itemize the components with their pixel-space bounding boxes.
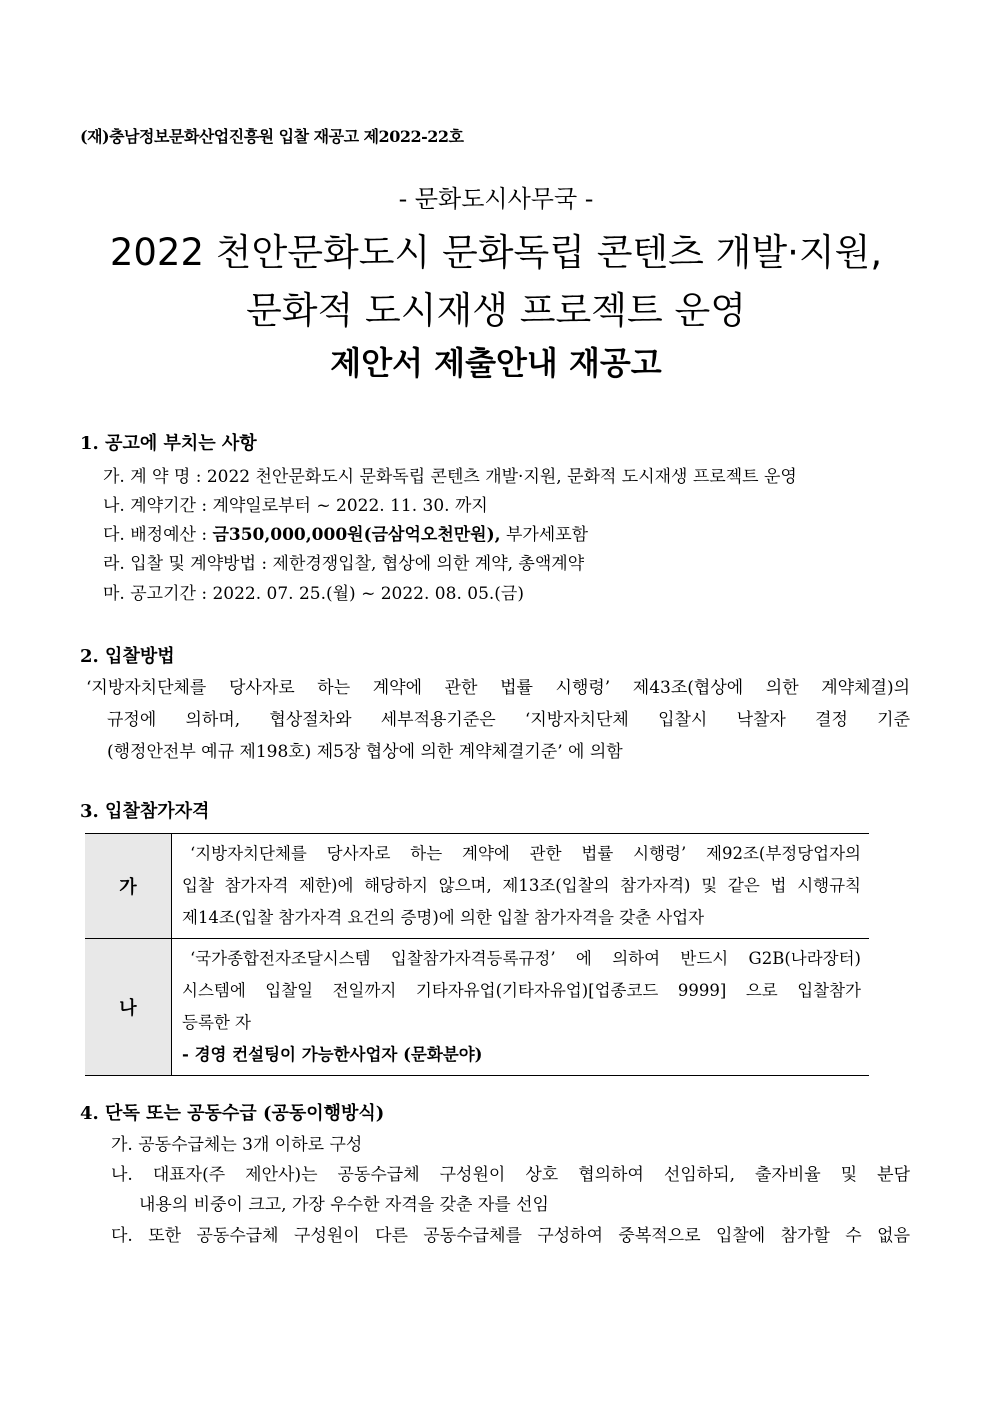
section2-line-1: ‘지방자치단체를 당사자로 하는 계약에 관한 법률 시행령’ 제43조(협상에 의한 계약체결)의: [86, 678, 910, 698]
section1-item-contract-period: 나. 계약기간 : 계약일로부터 ~ 2022. 11. 30. 까지: [103, 496, 488, 516]
title-line-3: 제안서 제출안내 재공고: [330, 344, 662, 382]
section4-line-3: 내용의 비중이 크고, 가장 우수한 자격을 갖춘 자를 선임: [139, 1195, 549, 1215]
department-label: - 문화도시사무국 -: [398, 185, 594, 213]
section4-line-2: 나. 대표자(주 제안사)는 공동수급체 구성원이 상호 협의하여 선임하되, 출자비율 및 분담: [111, 1165, 910, 1185]
section4-heading: 4. 단독 또는 공동수급 (공동이행방식): [80, 1103, 385, 1124]
table-row: [85, 834, 869, 939]
row-content-na: [172, 939, 870, 1076]
row-na-line-2: 시스템에 입찰일 전일까지 기타자유업(기타자유업)[업종코드 9999] 으로 입찰참가: [182, 981, 861, 1000]
title-line-2: 문화적 도시재생 프로젝트 운영: [246, 289, 746, 332]
table-row: [85, 939, 869, 1076]
budget-amount: 금350,000,000원(금삼억오천만원),: [212, 525, 501, 545]
row-label-na: 나: [85, 939, 172, 1076]
section4-line-4: 다. 또한 공동수급체 구성원이 다른 공동수급체를 구성하여 중복적으로 입찰에 참가할 수 없음: [111, 1226, 910, 1246]
section4-line-1: 가. 공동수급체는 3개 이하로 구성: [111, 1135, 363, 1155]
budget-suffix: 부가세포함: [500, 525, 589, 545]
section2-heading: 2. 입찰방법: [80, 646, 175, 667]
section3-heading: 3. 입찰참가자격: [80, 801, 210, 822]
row-ga-line-3: 제14조(입찰 참가자격 요건의 증명)에 의한 입찰 참가자격을 갖춘 사업자: [182, 908, 705, 927]
row-na-bold-line: - 경영 컨설팅이 가능한사업자 (문화분야): [182, 1045, 483, 1064]
section1-item-bid-method: 라. 입찰 및 계약방법 : 제한경쟁입찰, 협상에 의한 계약, 총액계약: [103, 554, 585, 574]
budget-prefix: 다. 배정예산 :: [103, 525, 213, 545]
row-ga-line-2: 입찰 참가자격 제한)에 해당하지 않으며, 제13조(입찰의 참가자격) 및 같은 법 시행규칙: [182, 876, 861, 895]
row-content-ga: [172, 834, 870, 939]
title-line-1: 2022 천안문화도시 문화독립 콘텐츠 개발·지원,: [109, 231, 883, 274]
section1-item-budget: [103, 520, 588, 545]
section1-item-notice-period: 마. 공고기간 : 2022. 07. 25.(월) ~ 2022. 08. 05.(금): [103, 584, 524, 604]
section2-line-2: 규정에 의하며, 협상절차와 세부적용기준은 ‘지방자치단체 입찰시 낙찰자 결정 기준: [107, 710, 910, 730]
qualification-table: [85, 833, 869, 1076]
notice-number: (재)충남정보문화산업진흥원 입찰 재공고 제2022-22호: [80, 127, 464, 146]
row-na-line-1: ‘국가종합전자조달시스템 입찰참가자격등록규정’ 에 의하여 반드시 G2B(나라장터): [190, 949, 861, 968]
section1-item-contract-name: 가. 계 약 명 : 2022 천안문화도시 문화독립 콘텐츠 개발·지원, 문화적 도시재생 프로젝트 운영: [103, 467, 797, 487]
section2-line-3: (행정안전부 예규 제198호) 제5장 협상에 의한 계약체결기준’ 에 의함: [107, 742, 623, 762]
row-na-line-3: 등록한 자: [182, 1013, 252, 1032]
row-label-ga: 가: [85, 834, 172, 939]
section1-heading: 1. 공고에 부치는 사항: [80, 433, 257, 454]
row-ga-line-1: ‘지방자치단체를 당사자로 하는 계약에 관한 법률 시행령’ 제92조(부정당업자의: [190, 844, 861, 863]
